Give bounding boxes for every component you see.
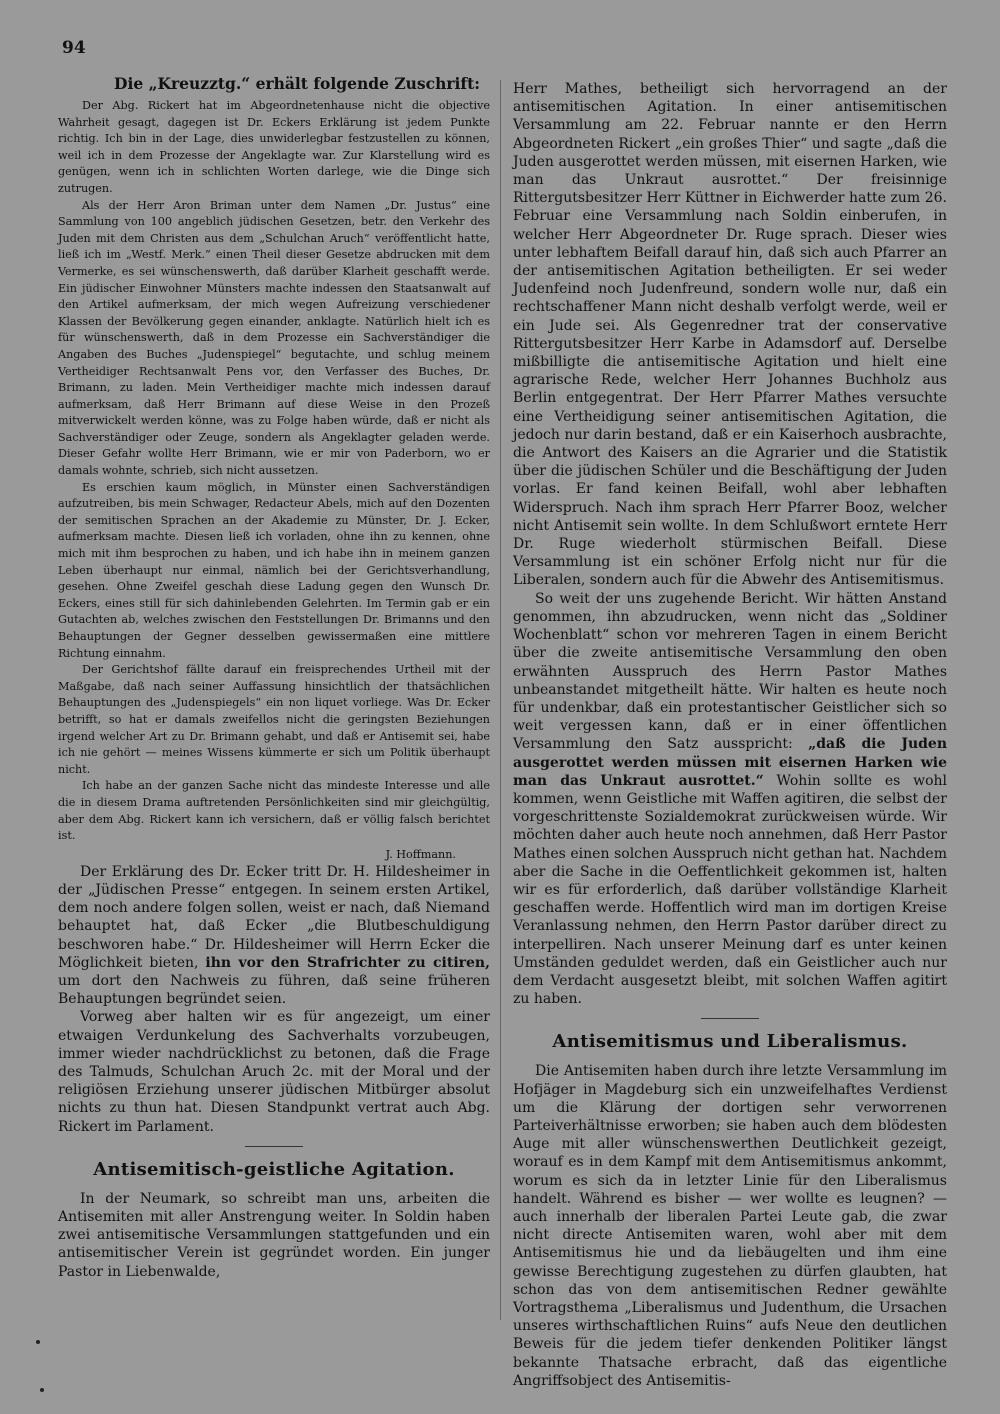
bericht-emphasis: „daß die Juden ausgerottet werden müssen mit eisernen Harken wie man das Unkraut ausrottet.“: [513, 736, 948, 789]
page-number: 94: [62, 38, 86, 58]
column-divider: [500, 80, 501, 1320]
letter-body: [58, 98, 490, 845]
letter-paragraph-2: Als der Herr Aron Briman unter dem Namen „Dr. Justus“ eine Sammlung von 100 angeblich jüdischen Gesetzen, betr. den Verkehr des Juden mit dem Christen aus dem „Schulchan Aruch“ veröffentlicht hatte, ließ ich im „Westf. Merk.“ einen Theil dieser Gesetze abdrucken mit dem Vermerke, es sei wünschenswerth, daß darüber Klarheit geschafft werde. Ein jüdischer Einwohner Münsters machte indessen den Staatsanwalt auf den Artikel aufmerksam, der mich wegen Aufreizung verschiedener Klassen der Bevölkerung gegen einander, anklagte. Natürlich hielt ich es für wünschenswerth, daß in dem Prozesse ein Sachverständiger die Angaben des Buches „Judenspiegel“ begutachte, und schlug meinem Vertheidiger Rechtsanwalt Pens vor, den Verfasser des Buches, Dr. Brimann, zu laden. Mein Vertheidiger machte mich indessen darauf aufmerksam, daß Herr Brimann auf diese Weise in den Prozeß mitverwickelt werden könne, was zu Folge haben würde, daß er nicht als Sachverständiger oder Zeuge, sondern als Angeklagter geladen werde. Dieser Gefahr wollte Herr Brimann, wie er mir von Paderborn, wo er damals wohnte, schrieb, sich nicht aussetzen.: [58, 198, 490, 478]
letter-paragraph-3: Es erschien kaum möglich, in Münster einen Sachverständigen aufzutreiben, bis mein Schwager, Redacteur Abels, mich auf den Dozenten der semitischen Sprachen an der Akademie zu Münster, Dr. J. Ecker, aufmerksam machte. Diesen ließ ich vorladen, ohne ihn zu kennen, ohne mich mit ihm besprochen zu haben, und ich habe ihn in meinem ganzen Leben überhaupt nur einmal, nämlich bei der Gerichtsverhandlung, gesehen. Ohne Zweifel geschah diese Ladung gegen den Wunsch Dr. Eckers, eines still für sich dahinlebenden Gelehrten. Im Termin gab er ein Gutachten ab, welches zwischen den Feststellungen Dr. Brimanns und den Behauptungen der Gegner desselben gewissermaßen eine mittlere Richtung einnahm.: [58, 480, 490, 660]
section-heading-liberalismus: Antisemitismus und Liberalismus.: [552, 1031, 908, 1053]
hildesheimer-text-b: um dort den Nachweis zu führen, daß seine früheren Behauptungen begründet seien.: [58, 972, 490, 1008]
magdeburg-paragraph: Die Antisemiten haben durch ihre letzte Versammlung im Hofjäger in Magdeburg sich ein unzweifelhaftes Verdienst um die Klärung der dortigen sehr verworrenen Parteiverhältnisse erworben; sie haben auch dem blödesten Auge mit aller wünschenswerthen Deutlichkeit gezeigt, worauf es in dem Kampf mit dem Antisemitismus ankommt, worum es sich da in letzter Linie für den Liberalismus handelt. Während es bisher — wer wollte es leugnen? — auch innerhalb der liberalen Partei Leute gab, die zwar nicht directe Antisemiten waren, wohl aber mit dem Antisemitismus hie und da liebäugelten und ihm eine gewisse Berechtigung zugestehen zu dürfen glaubten, hat schon das von dem antisemitischen Redner gewählte Vortragsthema „Liberalismus und Judenthum, die Ursachen unseres wirthschaftlichen Ruins“ aufs Neue den deutlichen Beweis für die jedem tiefer denkenden Politiker längst bekannte Thatsache erbracht, daß das eigentliche Angriffsobject des Antisemitis-: [513, 1063, 947, 1389]
letter-paragraph-4: Der Gerichtshof fällte darauf ein freisprechendes Urtheil mit der Maßgabe, daß nach seiner Auffassung hinsichtlich der thatsächlichen Behauptungen des „Judenspiegels“ ein non liquet vorliege. Was Dr. Ecker betrifft, so hat er damals zweifellos nicht die geringsten Beziehungen irgend welcher Art zu Dr. Brimann gehabt, und daß er Antisemit sei, habe ich nie gehört — meines Wissens kümmerte er sich um Politik überhaupt nicht.: [58, 663, 490, 776]
letter-paragraph-1: Der Abg. Rickert hat im Abgeordnetenhause nicht die objective Wahrheit gesagt, dagegen ist Dr. Eckers Erklärung ist jedem Punkte richtig. Ich bin in der Lage, dies unwiderlegbar festzustellen zu können, weil ich in dem Prozesse der Angeklagte war. Zur Klarstellung wird es genügen, wenn ich in schlichten Worten darlege, wie die Dinge sich zutrugen.: [58, 99, 490, 195]
hildesheimer-emphasis: ihn vor den Strafrichter zu citiren,: [205, 954, 490, 971]
agitation-body-left: [58, 1190, 490, 1281]
bericht-paragraph: [513, 590, 947, 1009]
letter-signature: J. Hoffmann.: [385, 847, 456, 861]
letter-intro: Die „Kreuzztg.“ erhält folgende Zuschrift:: [114, 74, 480, 93]
neumark-paragraph: In der Neumark, so schreibt man uns, arbeiten die Antisemiten mit aller Anstrengung weiter. In Soldin haben zwei antisemitische Versammlungen stattgefunden und ein antisemitischer Verein ist gegründet worden. Ein junger Pastor in Liebenwalde,: [58, 1190, 490, 1280]
section-separator-right: [701, 1018, 759, 1019]
section-heading-agitation: Antisemitisch-geistliche Agitation.: [93, 1158, 455, 1180]
hildesheimer-paragraph: [58, 863, 490, 1009]
speck-dot-2: [40, 1388, 44, 1392]
agitation-body-right: [513, 80, 947, 1008]
bericht-text-b: Wohin sollte es wohl kommen, wenn Geistliche mit Waffen agitiren, die selbst der vorgeschrittenste Sozialdemokrat zurückweisen würde. Wir möchten daher auch heute noch annehmen, daß Herr Pastor Mathes einen solchen Ausspruch nicht gethan hat. Nachdem aber die Sache in die Oeffentlichkeit gekommen ist, halten wir es für erforderlich, daß darüber vollständige Klarheit geschaffen werde. Hoffentlich wird man im dortigen Kreise Veranlassung nehmen, den Herrn Pastor darüber direct zu interpelliren. Nach unserer Meinung darf es unter keinen Umständen geduldet werden, daß ein Geistlicher auch nur dem Verdacht ausgesetzt bleibt, mit solchen Waffen agitirt zu haben.: [513, 772, 947, 1008]
left-column: [58, 74, 490, 1281]
section-separator-left: [245, 1146, 303, 1147]
right-column: [513, 80, 947, 1390]
mathes-paragraph: Herr Mathes, betheiligt sich hervorragend an der antisemitischen Agitation. In einer antisemitischen Versammlung am 22. Februar nannte er den Herrn Abgeordneten Rickert „ein großes Thier“ und sagte „daß die Juden ausgerottet werden müssen, mit eisernen Harken, wie man das Unkraut ausrottet.“ Der freisinnige Rittergutsbesitzer Herr Küttner in Eichwerder hatte zum 26. Februar eine Versammlung nach Soldin einberufen, in welcher Herr Abgeordneter Dr. Ruge sprach. Dieser wies unter lebhaftem Beifall darauf hin, daß sich auch Pfarrer an der antisemitischen Agitation betheiligten. Er sei weder Judenfeind noch Judenfreund, sondern wolle nur, daß ein rechtschaffener Mann nicht deshalb verfolgt werde, weil er ein Jude sei. Als Gegenredner trat der conservative Rittergutsbesitzer Herr Karbe in Adamsdorf auf. Derselbe mißbilligte die antisemitische Agitation und hielt eine agrarische Rede, welcher Herr Johannes Buchholz aus Berlin entgegentrat. Der Herr Pfarrer Mathes versuchte eine Vertheidigung seiner antisemitischen Agitation, die jedoch nur darin bestand, daß er ein Kaiserhoch ausbrachte, die Antwort des Kaisers an die Agrarier und die Statistik über die jüdischen Schüler und die Beschäftigung der Juden vorlas. Er fand keinen Beifall, wohl aber lebhaften Widerspruch. Nach ihm sprach Herr Pfarrer Booz, welcher nicht Antisemit sein wollte. In dem Schlußwort erntete Herr Dr. Ruge wiederholt stürmischen Beifall. Diese Versammlung ist ein schöner Erfolg nicht nur für die Liberalen, sondern auch für die Abwehr des Antisemitismus.: [513, 81, 947, 589]
letter-paragraph-5: Ich habe an der ganzen Sache nicht das mindeste Interesse und alle die in diesem Drama auftretenden Persönlichkeiten sind mir gleichgültig, aber dem Abg. Rickert kann ich versichern, daß er völlig falsch berichtet ist.: [58, 779, 490, 843]
speck-dot-1: [36, 1340, 40, 1344]
liberalismus-body: [513, 1062, 947, 1390]
hildesheimer-text-a: Der Erklärung des Dr. Ecker tritt Dr. H. Hildesheimer in der „Jüdischen Presse“ entgegen. In seinem ersten Artikel, dem noch andere folgen sollen, weist er nach, daß Niemand behauptet hat, daß Ecker „die Blutbeschuldigung beschworen habe.“ Dr. Hildesheimer will Herrn Ecker die Möglichkeit bieten,: [58, 863, 490, 971]
vorweg-paragraph: Vorweg aber halten wir es für angezeigt, um einer etwaigen Verdunkelung des Sachverhalts vorzubeugen, immer wieder nachdrücklichst zu betonen, daß die Frage des Talmuds, Schulchan Aruch 2c. mit der Moral und der religiösen Erziehung unserer jüdischen Mitbürger absolut nichts zu thun hat. Diesen Standpunkt vertrat auch Abg. Rickert im Parlament.: [58, 1009, 490, 1135]
bericht-text-a: So weit der uns zugehende Bericht. Wir hätten Anstand genommen, ihn abzudrucken, wenn nicht das „Soldiner Wochenblatt“ schon vor mehreren Tagen in einem Bericht über die zweite antisemitische Versammlung den oben erwähnten Ausspruch des Herrn Pastor Mathes unbeanstandet mitgetheilt hätte. Wir halten es heute noch für undenkbar, daß ein protestantischer Geistlicher sich so weit vergessen kann, daß er in einer öffentlichen Versammlung den Satz ausspricht:: [513, 590, 947, 753]
left-body: [58, 863, 490, 1136]
